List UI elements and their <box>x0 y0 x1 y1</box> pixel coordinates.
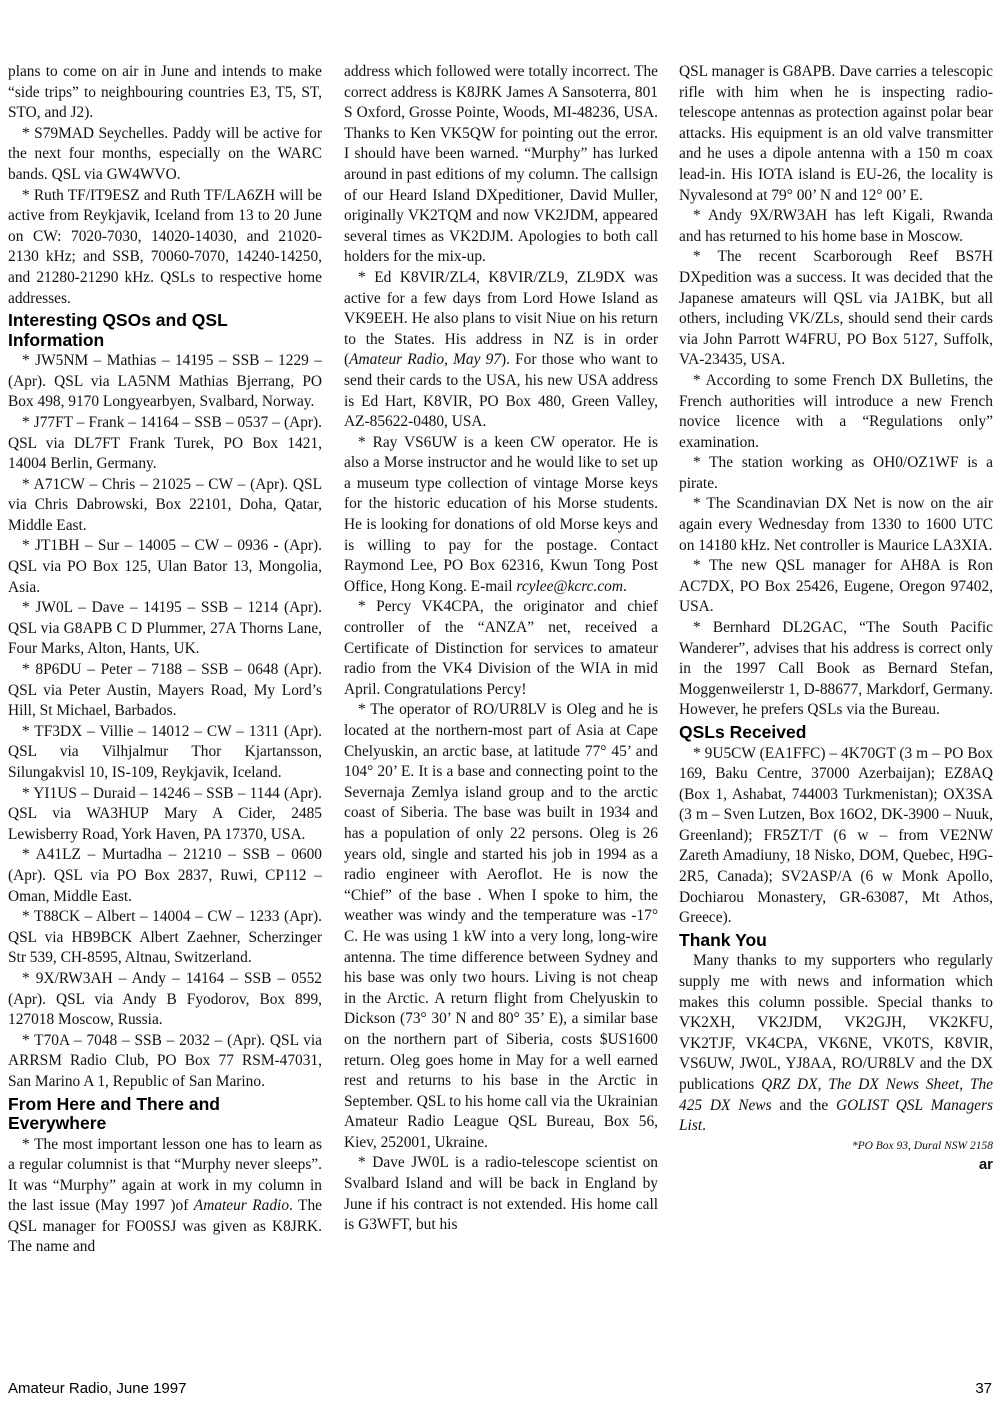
paragraph: * JW5NM – Mathias – 14195 – SSB – 1229 – (Apr). QSL via LA5NM Mathias Bjerrang, PO Box 498, 9170 Longyearbyen, Svalbard, Norway. <box>8 352 322 411</box>
paragraph: * Percy VK4CPA, the originator and chief controller of the “ANZA” net, received a Certificate of Distinction for services to amateur radio from the VK4 Division of the WIA in mid April. Congratulations Percy! <box>344 598 658 698</box>
column-2 <box>344 62 658 1236</box>
column-3 <box>679 62 993 1175</box>
section-heading: Thank You <box>679 929 767 950</box>
paragraph: * JT1BH – Sur – 14005 – CW – 0936 - (Apr). QSL via PO Box 125, Ulan Bator 13, Mongolia, Asia. <box>8 537 322 596</box>
section-heading: QSLs Received <box>679 722 807 742</box>
paragraph: * T88CK – Albert – 14004 – CW – 1233 (Apr). QSL via HB9BCK Albert Zaehner, Scherzinger Str 539, CH-8595, Altnau, Switzerland. <box>8 908 322 967</box>
paragraph: * Dave JW0L is a radio-telescope scientist on Svalbard Island and will be back in England by June if his contract is not extended. His home call is G3WFT, but his <box>344 1154 658 1234</box>
paragraph: * Bernhard DL2GAC, “The South Pacific Wanderer”, advises that his address is correct only in the 1997 Call Book as Bernard Stefan, Moggenweilerstr 1, D-88677, Markdorf, Germany. However, he prefers QSLs via the Bureau. <box>679 619 993 719</box>
paragraph: * Ray VS6UW is a keen CW operator. He is also a Morse instructor and he would like to set up a museum type collection of vintage Morse keys for the historic education of his Morse students. He is looking for donations of old Morse keys and is willing to pay for the postage. Contact Raymond Lee, PO Box 62316, Kwun Tong Post Office, Hong Kong. E-mail rcylee@kcrc.com. <box>344 433 658 595</box>
paragraph: * YI1US – Duraid – 14246 – SSB – 1144 (Apr). QSL via WA3HUP Mary A Cider, 2485 Lewisberry Road, York Haven, PA 17370, USA. <box>8 784 322 843</box>
paragraph: * The Scandinavian DX Net is now on the air again every Wednesday from 1330 to 1600 UTC on 14180 kHz. Net controller is Maurice LA3XIA. <box>679 495 993 554</box>
paragraph: * The most important lesson one has to learn as a regular columnist is that “Murphy never sleeps”. It was “Murphy” again at work in my column in the last issue (May 1997 )of Amateur Radio. The QSL manager for FO0SSJ was given as K8JRK. The name and <box>8 1135 322 1256</box>
paragraph: Many thanks to my supporters who regularly supply me with news and information which makes this column possible. Special thanks to VK2XH, VK2JDM, VK2GJH, VK2KFU, VK2TJF, VK4CPA, VK6NE, VK0TS, K8VIR, VS6UW, JW0L, YJ8AA, RO/UR8LV and the DX publications QRZ DX, The DX News Sheet, The 425 DX News and the GOLIST QSL Managers List. <box>679 952 993 1135</box>
paragraph: * A71CW – Chris – 21025 – CW – (Apr). QSL via Chris Dabrowski, Box 22101, Doha, Qatar, Middle East. <box>8 475 322 534</box>
paragraph: * Ruth TF/IT9ESZ and Ruth TF/LA6ZH will be active from Reykjavik, Iceland from 13 to 20 June on CW: 7020-7030, 14020-14030, and 21020-2130 kHz; and SSB, 70060-7070, 14240-14250, and 21280-21290 kHz. QSLs to respective home addresses. <box>8 186 322 307</box>
paragraph: * 9X/RW3AH – Andy – 14164 – SSB – 0552 (Apr). QSL via Andy B Fyodorov, Box 899, 127018 Moscow, Russia. <box>8 969 322 1029</box>
paragraph: * T70A – 7048 – SSB – 2032 – (Apr). QSL via ARRSM Radio Club, PO Box 77 RSM-47031, San Marino A 1, Republic of San Marino. <box>8 1031 322 1090</box>
paragraph: plans to come on air in June and intends to make “side trips” to neighbouring countries E3, T5, ST, STO, and J2). <box>8 63 322 122</box>
section-heading: From Here and There and Everywhere <box>8 1093 220 1133</box>
paragraph: * According to some French DX Bulletins, the French authorities will introduce a new French novice licence with a “Regulations only” examination. <box>679 371 993 451</box>
paragraph: * The station working as OH0/OZ1WF is a pirate. <box>679 454 993 492</box>
author-address: *PO Box 93, Dural NSW 2158 <box>851 1139 993 1152</box>
paragraph: * The new QSL manager for AH8A is Ron AC7DX, PO Box 25426, Eugene, Oregon 97402, USA. <box>679 557 993 616</box>
paragraph: * Ed K8VIR/ZL4, K8VIR/ZL9, ZL9DX was active for a few days from Lord Howe Island as VK9EEH. He also plans to visit Niue on his return to the States. His address in NZ is in order (Amateur Radio, May 97). For those who want to send their cards to the USA, his new USA address is Ed Hart, K8VIR, PO Box 480, Green Valley, AZ-85622-0480, USA. <box>344 268 658 431</box>
paragraph: address which followed were totally incorrect. The correct address is K8JRK James A Sansoterra, 801 S Oxford, Grosse Pointe, Woods, MI-48236, USA. Thanks to Ken VK5QW for pointing out the error. I should have been warned. “Murphy” has lurked around in past editions of my column. The callsign of our Heard Island DXpeditioner, David Muller, originally VK2TQM and now VK2JDM, appeared several times as VK2DJM. Apologies to both call holders for the mix-up. <box>344 63 658 266</box>
footer-page-number: 37 <box>975 1380 992 1397</box>
paragraph: * J77FT – Frank – 14164 – SSB – 0537 – (Apr). QSL via DL7FT Frank Turek, PO Box 1421, 14004 Berlin, Germany. <box>8 413 322 473</box>
paragraph: QSL manager is G8APB. Dave carries a telescopic rifle with him when he is inspecting radio-telescope antennas as protection against polar bear attacks. His equipment is an old valve transmitter and he uses a dipole antenna with a 150 m coax lead-in. His IOTA island is EU-26, the locality is Nyvalesond at 79° 00’ N and 12° 00’ E. <box>679 63 993 204</box>
paragraph: * The recent Scarborough Reef BS7H DXpedition was a success. It was decided that the Japanese amateurs will QSL via JA1BK, but all others, including VK/ZLs, should send their cards via John Parrott W4FRU, PO Box 5127, Suffolk, VA-23435, USA. <box>679 248 993 369</box>
paragraph: * 9U5CW (EA1FFC) – 4K70GT (3 m – PO Box 169, Baku Centre, 37000 Azerbaijan); EZ8AQ (Box 1, Ashabat, 744003 Turkmenistan); OX3SA (3 m – Sven Lutzen, Box 16O2, DK-3900 – Nuuk, Greenland); FR5ZT/T (6 w – from VE2NW Zareth Amadiuny, 18 Nisko, DOM, Quebec, H9G-2R5, Canada); SV2ASP/A (6 w Monk Apollo, Dochiarou Monastery, GR-63087, Mt Athos, Greece). <box>679 744 993 927</box>
paragraph: * S79MAD Seychelles. Paddy will be active for the next four months, especially on the WARC bands. QSL via GW4WVO. <box>8 124 322 183</box>
paragraph: * The operator of RO/UR8LV is Oleg and he is located at the northern-most part of Asia at Cape Chelyuskin, an arctic base, at latitude 77° 45’ and 104° 20’ E. It is a base and connecting point to the Severnaja Zemlya island group and to the arctic coast of Siberia. The base was built in 1934 and has a population of only 22 persons. Oleg is 26 years old, single and started his job in 1994 as a radio engineer with Aeroflot. He is now the “Chief” of the base . When I spoke to him, the weather was windy and the temperature was -17° C. He was using 1 kW into a very long, long-wire antenna. The time difference between Sydney and his base was only two hours. Living is not cheap in the Arctic. A return flight from Chelyuskin to Dickson (73° 30’ N and 80° 35’ E), a similar base on the northern part of Siberia, costs $US1600 return. Oleg goes home in May for a well earned rest and returns to his base in the Arctic in September. QSL to his home call via the Ukrainian Amateur Radio League QSL Bureau, Box 56, Kiev, 252001, Ukraine. <box>344 701 658 1151</box>
paragraph: * TF3DX – Villie – 14012 – CW – 1311 (Apr). QSL via Vilhjalmur Thor Kjartansson, Silungakvisl 10, IS-109, Reykjavik, Iceland. <box>8 722 322 781</box>
column-1 <box>8 62 322 1258</box>
footer-publication: Amateur Radio, June 1997 <box>8 1380 187 1397</box>
paragraph: * Andy 9X/RW3AH has left Kigali, Rwanda and has returned to his home base in Moscow. <box>679 207 993 245</box>
end-mark: ar <box>978 1155 993 1173</box>
paragraph: * 8P6DU – Peter – 7188 – SSB – 0648 (Apr). QSL via Peter Austin, Mayers Road, My Lord’s Hill, St Michael, Barbados. <box>8 661 322 720</box>
section-heading: Interesting QSOs and QSL Information <box>8 310 228 350</box>
paragraph: * JW0L – Dave – 14195 – SSB – 1214 (Apr). QSL via G8APB C D Plummer, 27A Thorns Lane, Four Marks, Alton, Hants, UK. <box>8 599 322 658</box>
paragraph: * A41LZ – Murtadha – 21210 – SSB – 0600 (Apr). QSL via PO Box 2837, Ruwi, CP112 – Oman, Middle East. <box>8 846 322 905</box>
